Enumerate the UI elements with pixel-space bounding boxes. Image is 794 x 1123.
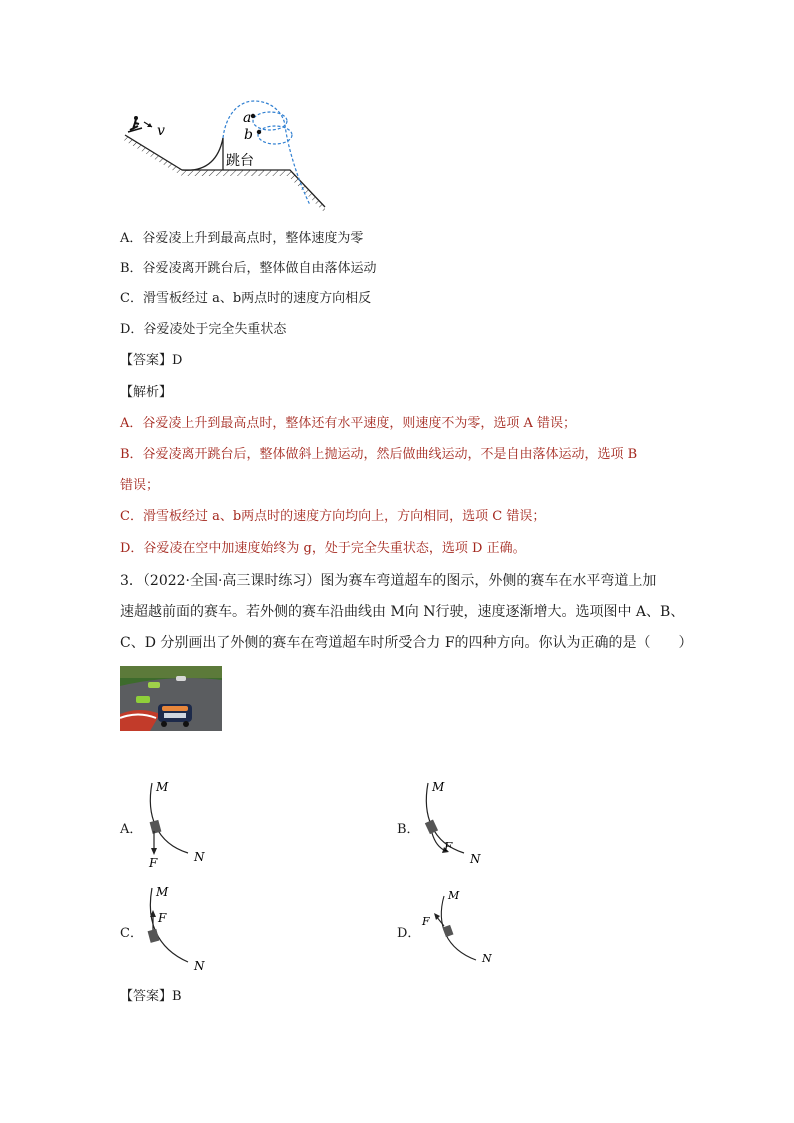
platform-label: 跳台 [226, 153, 254, 169]
q3-stem-line2: 速超越前面的赛车。若外侧的赛车沿曲线由 M向 N行驶，速度逐渐增大。选项图中 A、B、 [120, 604, 685, 620]
ski-jump-figure [120, 95, 335, 217]
point-n-label: N [194, 959, 205, 973]
q3-option-d-label: D． [397, 926, 421, 941]
q3-answer: 【答案】B [120, 989, 182, 1004]
q3-option-a-label: A． [120, 822, 143, 837]
q2-option-b: B．谷爱凌离开跳台后，整体做自由落体运动 [120, 261, 377, 276]
point-n-label: N [482, 952, 492, 965]
point-m-label: M [448, 889, 460, 902]
point-m-label: M [156, 885, 169, 899]
q2-option-c: C．滑雪板经过 a、b两点时的速度方向相反 [120, 291, 372, 306]
q3-stem-line1: 3．（2022·全国·高三课时练习）图为赛车弯道超车的图示，外侧的赛车在水平弯道上加 [120, 573, 657, 589]
q2-analysis-d: D．谷爱凌在空中加速度始终为 g，处于完全失重状态，选项 D 正确。 [120, 541, 526, 556]
race-car-photo [120, 666, 222, 731]
velocity-label: v [157, 123, 165, 139]
q3-option-d-diagram [414, 884, 494, 969]
skier-icon [128, 116, 142, 132]
force-f-label: F [158, 911, 167, 925]
q2-analysis-a: A．谷爱凌上升到最高点时，整体还有水平速度，则速度不为零，选项 A 错误； [120, 416, 577, 431]
q2-option-a: A．谷爱凌上升到最高点时，整体速度为零 [120, 231, 364, 246]
q3-stem-line3: C、D 分别画出了外侧的赛车在弯道超车时所受合力 F的四种方向。你认为正确的是（ ） [120, 635, 693, 651]
q2-analysis-c: C．滑雪板经过 a、b两点时的速度方向均向上，方向相同，选项 C 错误； [120, 509, 546, 524]
force-f-label: F [444, 840, 453, 854]
point-a-label: a [243, 110, 252, 126]
point-n-label: N [470, 852, 481, 866]
force-f-label: F [422, 915, 430, 928]
force-f-label: F [149, 856, 158, 870]
q3-option-b-label: B． [397, 822, 420, 837]
q2-analysis-b-cont: 错误； [120, 478, 160, 493]
q3-option-a-diagram [138, 775, 218, 870]
q3-option-c-diagram [138, 880, 218, 975]
point-m-label: M [156, 780, 169, 794]
point-n-label: N [194, 850, 205, 864]
point-m-label: M [432, 780, 445, 794]
q2-analysis-b: B．谷爱凌离开跳台后，整体做斜上抛运动，然后做曲线运动，不是自由落体运动，选项 B [120, 447, 638, 462]
q2-answer: 【答案】D [120, 353, 183, 368]
q3-option-b-diagram [414, 775, 494, 870]
q2-analysis-title: 【解析】 [120, 385, 173, 400]
point-b-label: b [244, 127, 253, 143]
q3-option-c-label: C． [120, 926, 143, 941]
q2-option-d: D．谷爱凌处于完全失重状态 [120, 322, 287, 337]
